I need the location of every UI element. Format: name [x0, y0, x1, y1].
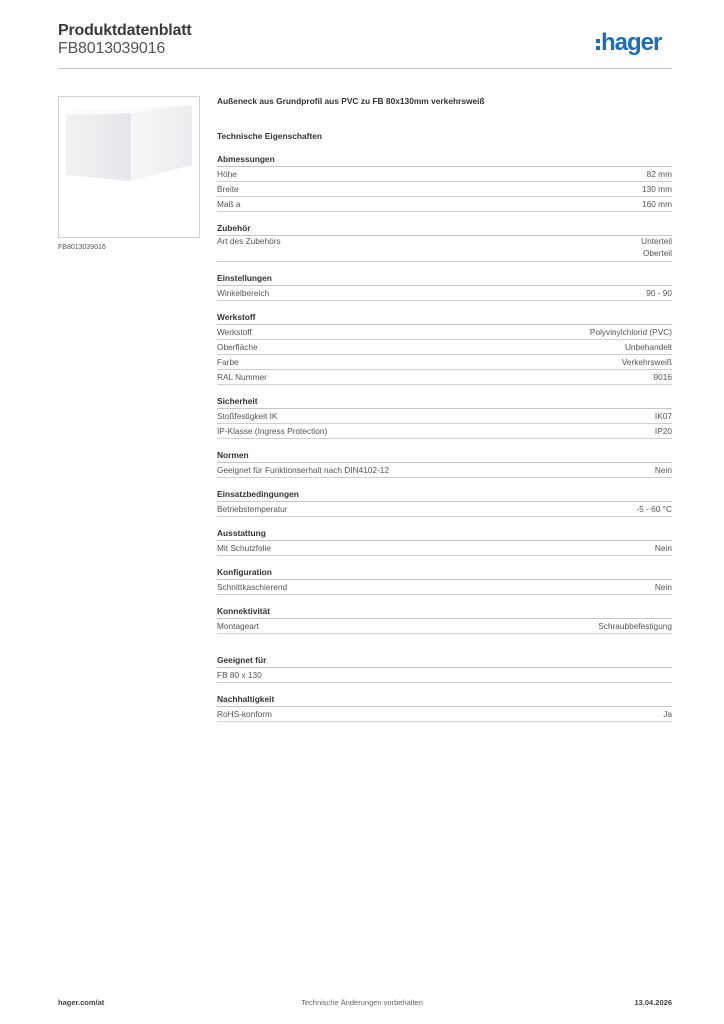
row-value: 160 mm	[642, 199, 672, 209]
section-nachhaltigkeit	[217, 693, 672, 722]
table-row	[217, 409, 672, 424]
section-title: Geeignet für	[217, 654, 672, 668]
section-normen	[217, 449, 672, 478]
row-value-line: Unterteil	[641, 236, 672, 246]
table-row	[217, 707, 672, 722]
row-label: FB 80 x 130	[217, 670, 262, 680]
row-value: Nein	[654, 582, 672, 592]
table-row	[217, 580, 672, 595]
section-sicherheit	[217, 395, 672, 439]
section-werkstoff	[217, 311, 672, 385]
table-row	[217, 197, 672, 212]
row-label: RAL Nummer	[217, 372, 267, 382]
footer-website-link[interactable]: hager.com/at	[58, 998, 105, 1007]
table-row	[217, 167, 672, 182]
table-row	[217, 340, 672, 355]
table-row	[217, 236, 672, 262]
datasheet-content	[217, 94, 672, 722]
section-title: Einsatzbedingungen	[217, 488, 672, 502]
section-ausstattung	[217, 527, 672, 556]
row-label: Höhe	[217, 169, 237, 179]
hager-logo	[596, 30, 661, 56]
row-value: 9016	[653, 372, 672, 382]
document-title: Produktdatenblatt	[58, 22, 192, 39]
row-label: Geeignet für Funktionserhalt nach DIN4102-12	[217, 465, 390, 475]
footer-date: 13.04.2026	[634, 998, 672, 1007]
technical-properties-heading: Technische Eigenschaften	[217, 131, 323, 141]
row-label: Betriebstemperatur	[217, 504, 288, 514]
row-value: Verkehrsweiß	[621, 357, 672, 367]
row-label: Maß a	[217, 199, 241, 209]
row-value: 130 mm	[642, 184, 672, 194]
article-number: FB8013039016	[58, 40, 166, 57]
section-einsatzbedingungen	[217, 488, 672, 517]
table-row	[217, 286, 672, 301]
header-divider	[58, 68, 672, 69]
section-title: Einstellungen	[217, 272, 672, 286]
row-value: Polyvinylchlorid (PVC)	[589, 327, 672, 337]
section-title: Konnektivität	[217, 605, 672, 619]
row-label: RoHS-konform	[217, 709, 272, 719]
footer-disclaimer: Technische Änderungen vorbehalten	[301, 998, 423, 1007]
section-konnektivitaet	[217, 605, 672, 634]
section-konfiguration	[217, 566, 672, 595]
row-value: IP20	[654, 426, 672, 436]
row-value: Nein	[654, 543, 672, 553]
row-label: Schnittkaschierend	[217, 582, 288, 592]
section-abmessungen	[217, 153, 672, 212]
row-label: IP-Klasse (Ingress Protection)	[217, 426, 328, 436]
row-label: Stoßfestigkeit IK	[217, 411, 278, 421]
section-geeignet-fuer	[217, 654, 672, 683]
row-value: Nein	[654, 465, 672, 475]
row-value: Schraubbefestigung	[598, 621, 672, 631]
logo-wordmark: hager	[601, 29, 662, 56]
product-image-frame	[58, 96, 200, 238]
row-value	[641, 236, 672, 259]
row-label: Farbe	[217, 357, 239, 367]
row-label: Art des Zubehörs	[217, 236, 281, 246]
row-value-line: Oberteil	[642, 247, 672, 258]
row-value: Unbehandelt	[624, 342, 672, 352]
section-title: Konfiguration	[217, 566, 672, 580]
logo-dots-icon	[596, 39, 600, 50]
section-title: Normen	[217, 449, 672, 463]
row-label: Winkelbereich	[217, 288, 270, 298]
table-row	[217, 541, 672, 556]
section-title: Werkstoff	[217, 311, 672, 325]
row-label: Breite	[217, 184, 239, 194]
row-value: IK07	[654, 411, 672, 421]
table-row	[217, 355, 672, 370]
row-value: 82 mm	[646, 169, 672, 179]
table-row	[217, 424, 672, 439]
section-title: Nachhaltigkeit	[217, 693, 672, 707]
section-title: Abmessungen	[217, 153, 672, 167]
row-label: Montageart	[217, 621, 259, 631]
table-row	[217, 502, 672, 517]
table-row	[217, 619, 672, 634]
table-row	[217, 182, 672, 197]
product-image	[64, 103, 194, 183]
row-label: Oberfläche	[217, 342, 258, 352]
table-row	[217, 463, 672, 478]
table-row	[217, 668, 672, 683]
product-image-caption: FB8013039016	[58, 244, 106, 251]
section-title: Sicherheit	[217, 395, 672, 409]
row-value: Ja	[663, 709, 672, 719]
table-row	[217, 370, 672, 385]
section-einstellungen	[217, 272, 672, 301]
section-zubehoer	[217, 222, 672, 262]
row-label: Werkstoff	[217, 327, 252, 337]
section-title: Ausstattung	[217, 527, 672, 541]
product-description: Außeneck aus Grundprofil aus PVC zu FB 80x130mm verkehrsweiß	[217, 96, 485, 106]
row-value: 90 - 90	[646, 288, 672, 298]
row-value: -5 - 60 °C	[636, 504, 672, 514]
table-row	[217, 325, 672, 340]
row-label: Mit Schutzfolie	[217, 543, 271, 553]
section-title: Zubehör	[217, 222, 672, 236]
